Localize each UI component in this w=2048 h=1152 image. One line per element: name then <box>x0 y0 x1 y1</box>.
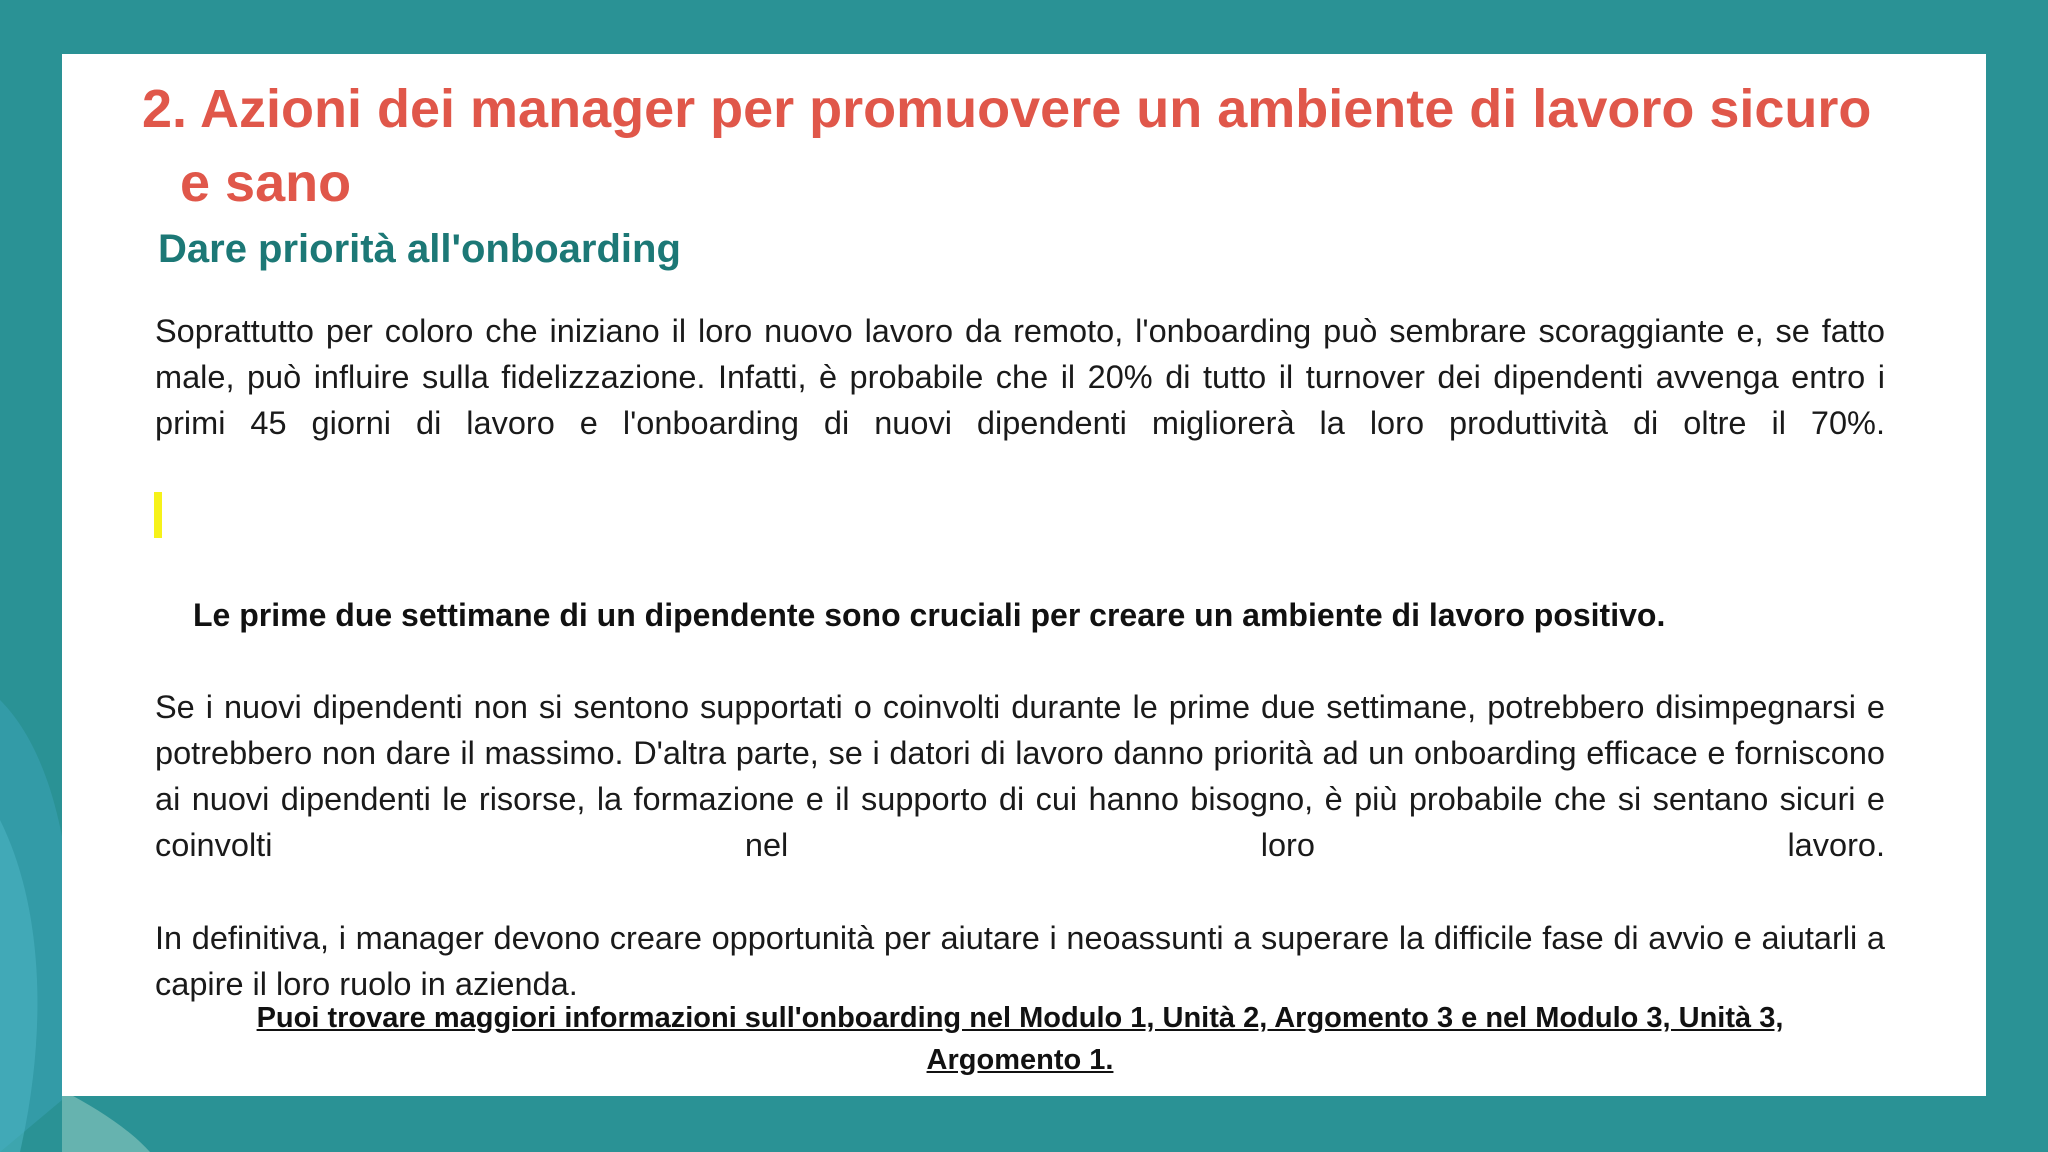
slide-title <box>142 72 1922 220</box>
text-cursor-highlight <box>154 492 162 538</box>
section-subtitle: Dare priorità all'onboarding <box>158 227 681 271</box>
bold-statement: Le prime due settimane di un dipendente sono cruciali per creare un ambiente di lavoro positivo. <box>193 597 1666 633</box>
paragraph-onboarding-intro: Soprattutto per coloro che iniziano il loro nuovo lavoro da remoto, l'onboarding può sembrare scoraggiante e, se fatto male, può influire sulla fidelizzazione. Infatti, è probabile che il 20% di tutto il turnover dei dipendenti avvenga entro i primi 45 giorni di lavoro e l'onboarding di nuovi dipendenti migliorerà la loro produttività di oltre il 70%. <box>155 313 1885 441</box>
more-info-link[interactable] <box>155 997 1885 1081</box>
paragraph-first-weeks: Se i nuovi dipendenti non si sentono supportati o coinvolti durante le prime due settimane, potrebbero disimpegnarsi e potrebbero non dare il massimo. D'altra parte, se i datori di lavoro danno priorità ad un onboarding efficace e forniscono ai nuovi dipendenti le risorse, la formazione e il supporto di cui hanno bisogno, è più probabile che si sentano sicuri e coinvolti nel loro lavoro. <box>155 689 1885 863</box>
slide-content <box>62 54 1986 1096</box>
more-info-link-line2: Argomento 1. <box>926 1044 1114 1076</box>
paragraph-conclusion: In definitiva, i manager devono creare opportunità per aiutare i neoassunti a superare la difficile fase di avvio e aiutarli a capire il loro ruolo in azienda. <box>155 920 1885 1002</box>
more-info-link-line1: Puoi trovare maggiori informazioni sull'onboarding nel Modulo 1, Unità 2, Argomento 3 e nel Modulo 3, Unità 3, <box>256 1002 1784 1034</box>
slide-title-line2: e sano <box>180 153 352 213</box>
slide-title-line1: 2. Azioni dei manager per promuovere un ambiente di lavoro sicuro <box>142 79 1872 139</box>
